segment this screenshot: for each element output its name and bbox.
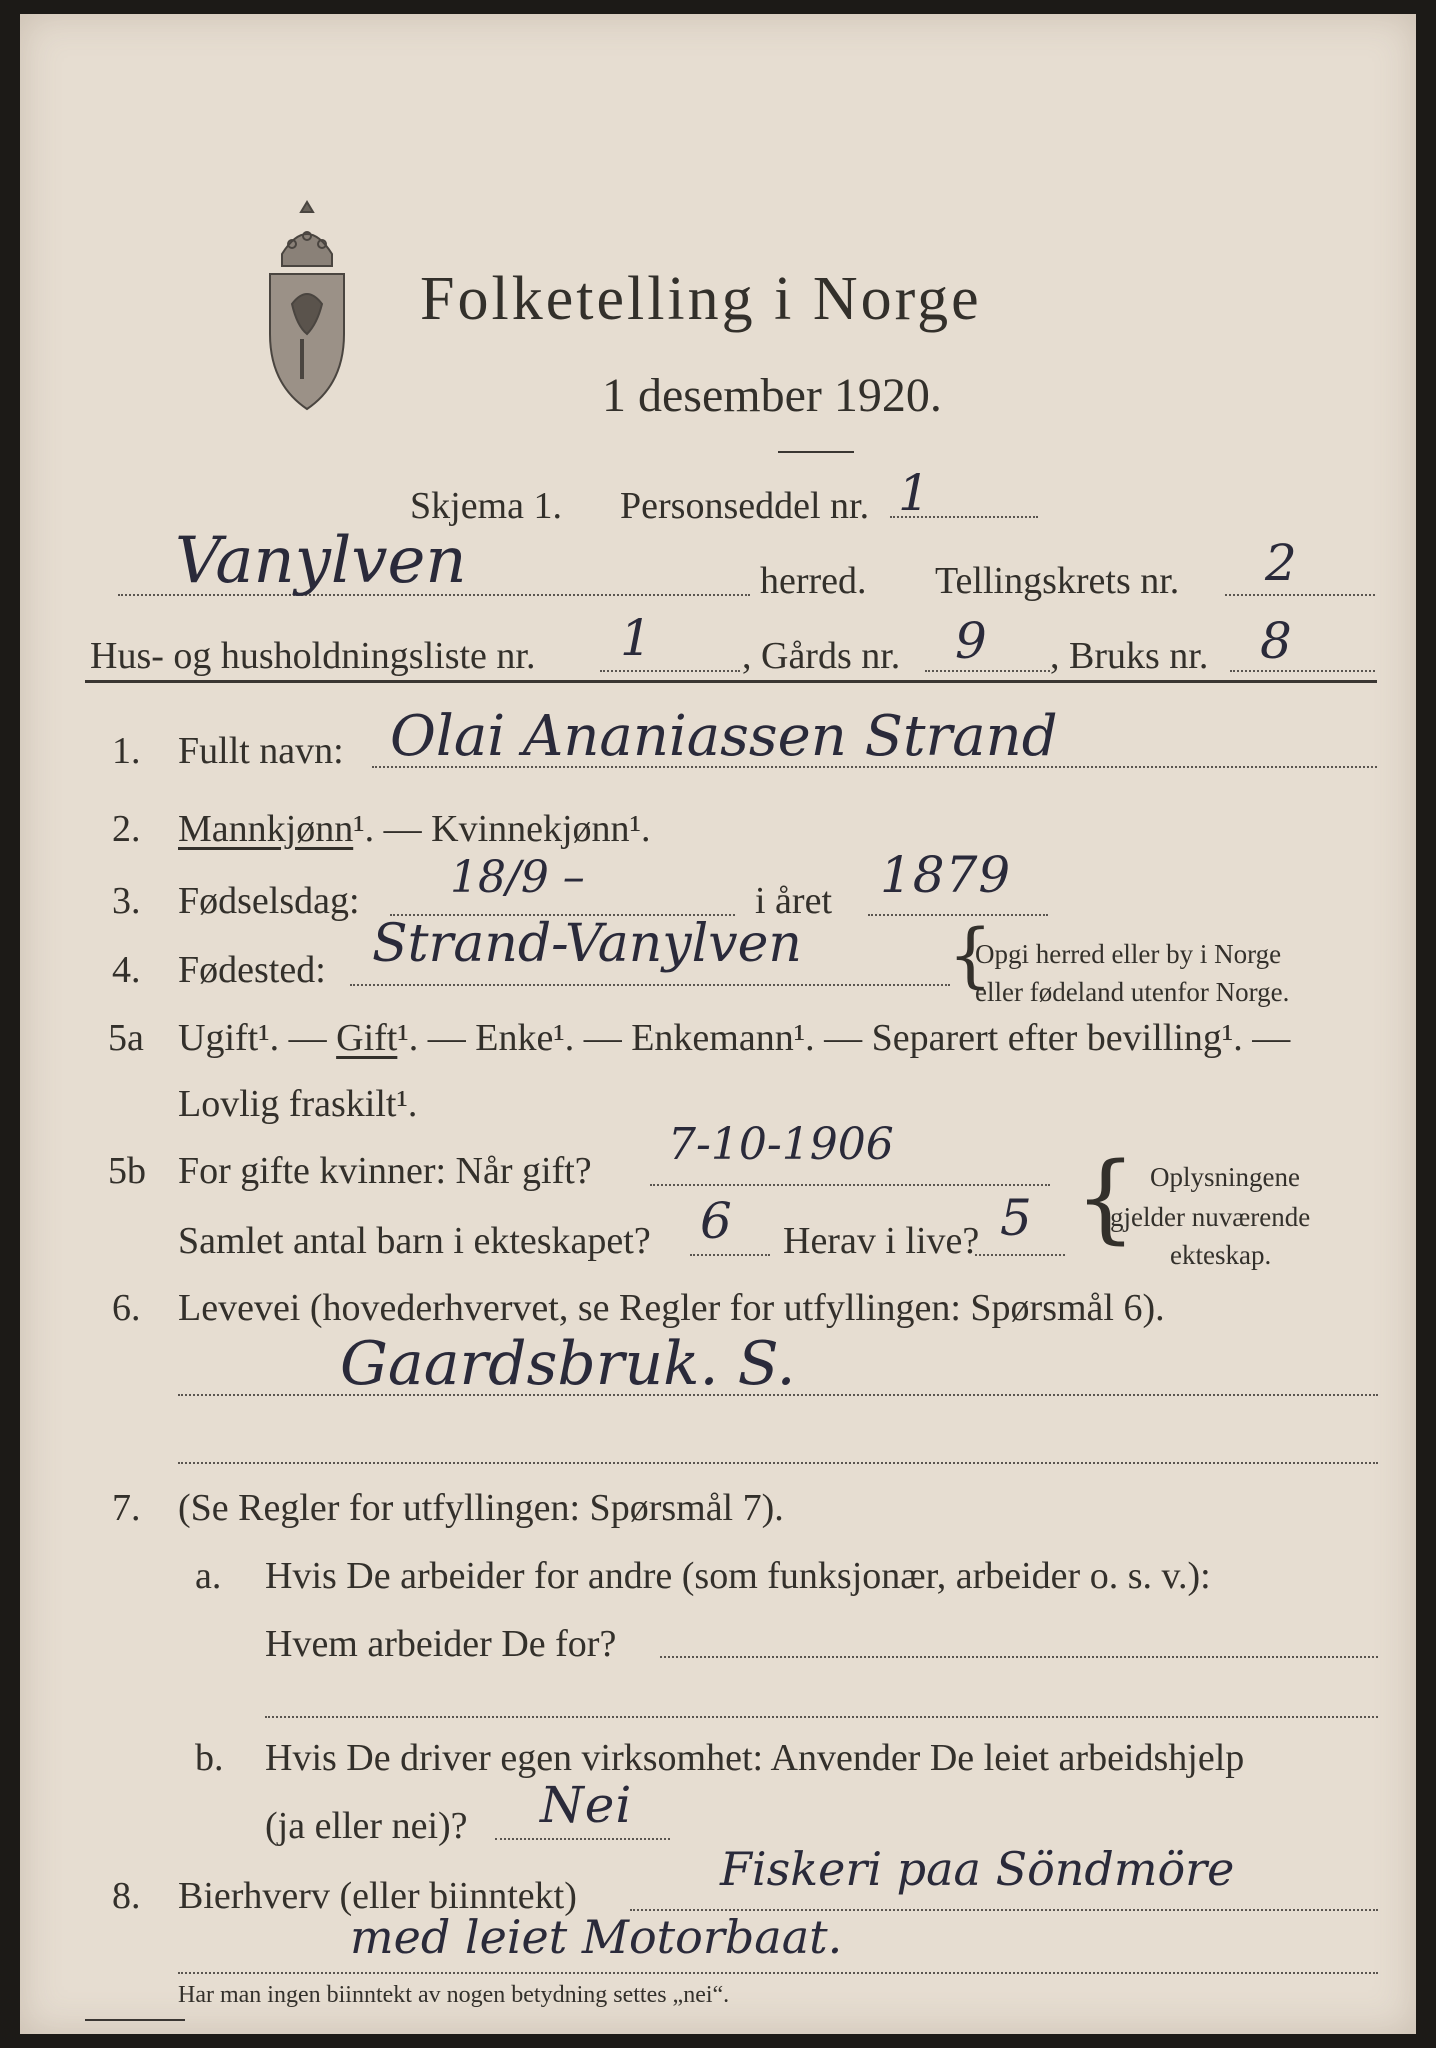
q5b-note-line3: ekteskap. xyxy=(1170,1240,1272,1270)
form-date: 1 desember 1920. xyxy=(602,369,942,422)
herred-value: Vanylven xyxy=(175,524,467,598)
q3-year-label: i året xyxy=(755,880,833,922)
norwegian-coat-of-arms-icon xyxy=(252,194,362,414)
q5b-married-label: For gifte kvinner: Når gift? xyxy=(178,1150,592,1192)
personseddel-value: 1 xyxy=(898,464,931,522)
q7b-number: b. xyxy=(195,1737,224,1779)
q5b-children-label: Samlet antal barn i ekteskapet? xyxy=(178,1220,651,1262)
q6-number: 6. xyxy=(112,1287,141,1329)
q7b-line2: (ja eller nei)? xyxy=(265,1805,468,1847)
side-income-value-line2: med leiet Motorbaat. xyxy=(350,1910,843,1964)
q8-number: 8. xyxy=(112,1875,141,1917)
gards-value: 9 xyxy=(955,612,988,670)
q7a-line1: Hvis De arbeider for andre (som funksjonær, arbeider o. s. v.): xyxy=(265,1555,1211,1597)
q5b-note-line1: Oplysningene xyxy=(1150,1162,1300,1192)
q3-number: 3. xyxy=(112,880,141,922)
q1-label: Fullt navn: xyxy=(178,730,344,772)
marriage-date-value: 7-10-1906 xyxy=(668,1119,894,1170)
tellingskrets-value: 2 xyxy=(1265,534,1298,592)
q7b-line1: Hvis De driver egen virksomhet: Anvender De leiet arbeidshjelp xyxy=(265,1737,1245,1779)
q2-female-option: Kvinnekjønn xyxy=(431,808,630,850)
q7a-line2: Hvem arbeider De for? xyxy=(265,1623,617,1665)
children-alive-value: 5 xyxy=(1000,1189,1033,1247)
q6-label: Levevei (hovederhvervet, se Regler for utfyllingen: Spørsmål 6). xyxy=(178,1287,1165,1329)
q4-note-line1: Opgi herred eller by i Norge xyxy=(975,939,1282,969)
q5b-note-line2: gjelder nuværende xyxy=(1110,1202,1311,1232)
q4-brace: { xyxy=(948,914,993,996)
q5b-alive-label: Herav i live? xyxy=(783,1220,980,1262)
census-form xyxy=(20,14,1416,2034)
form-title: Folketelling i Norge xyxy=(420,265,982,333)
footer-divider xyxy=(85,2019,185,2021)
hus-label: Hus- og husholdningsliste nr. xyxy=(90,635,536,677)
q8-label: Bierhverv (eller biinntekt) xyxy=(178,1875,577,1917)
q5b-brace: { xyxy=(1075,1142,1137,1254)
gards-label: , Gårds nr. xyxy=(742,635,901,677)
schema-label: Skjema 1. xyxy=(410,485,562,527)
q2-male-option: Mannkjønn xyxy=(178,808,354,850)
bruks-value: 8 xyxy=(1260,612,1293,670)
q5a-line2: Lovlig fraskilt¹. xyxy=(178,1083,418,1125)
occupation-value: Gaardsbruk. S. xyxy=(340,1329,796,1399)
footer-note: Har man ingen biinntekt av nogen betydning settes „nei“. xyxy=(178,1982,730,2008)
q5a-ugift-option: Ugift xyxy=(178,1017,259,1059)
birth-year-value: 1879 xyxy=(880,846,1012,904)
q4-note-line2: eller fødeland utenfor Norge. xyxy=(975,977,1290,1007)
header-divider xyxy=(85,680,1377,683)
q4-number: 4. xyxy=(112,949,141,991)
hus-value: 1 xyxy=(620,609,653,667)
hired-help-value: Nei xyxy=(540,1776,633,1834)
birthplace-value: Strand-Vanylven xyxy=(372,914,802,974)
q7-label: (Se Regler for utfyllingen: Spørsmål 7). xyxy=(178,1487,784,1529)
q7-number: 7. xyxy=(112,1487,141,1529)
side-income-value-line1: Fiskeri paa Söndmöre xyxy=(720,1842,1235,1896)
personseddel-label: Personseddel nr. xyxy=(620,485,870,527)
tellingskrets-label: Tellingskrets nr. xyxy=(935,560,1180,602)
q5b-number: 5b xyxy=(108,1150,146,1192)
birthday-value: 18/9 – xyxy=(450,852,585,903)
q3-label: Fødselsdag: xyxy=(178,880,360,922)
q4-label: Fødested: xyxy=(178,949,326,991)
children-total-value: 6 xyxy=(700,1192,733,1250)
bruks-label: , Bruks nr. xyxy=(1050,635,1209,677)
herred-label: herred. xyxy=(760,560,867,602)
q5a-gift-option: Gift xyxy=(336,1017,398,1059)
q5a-number: 5a xyxy=(108,1017,144,1059)
q1-number: 1. xyxy=(112,730,141,772)
full-name-value: Olai Ananiassen Strand xyxy=(390,704,1058,769)
q5a-status-options: Ugift¹. — Gift¹. — Enke¹. — Enkemann¹. — Separert efter bevilling¹. — xyxy=(178,1017,1291,1059)
title-divider xyxy=(778,451,854,453)
q2-number: 2. xyxy=(112,808,141,850)
q2-sex-options: Mannkjønn¹. — Kvinnekjønn¹. xyxy=(178,808,651,850)
q7a-number: a. xyxy=(195,1555,222,1597)
